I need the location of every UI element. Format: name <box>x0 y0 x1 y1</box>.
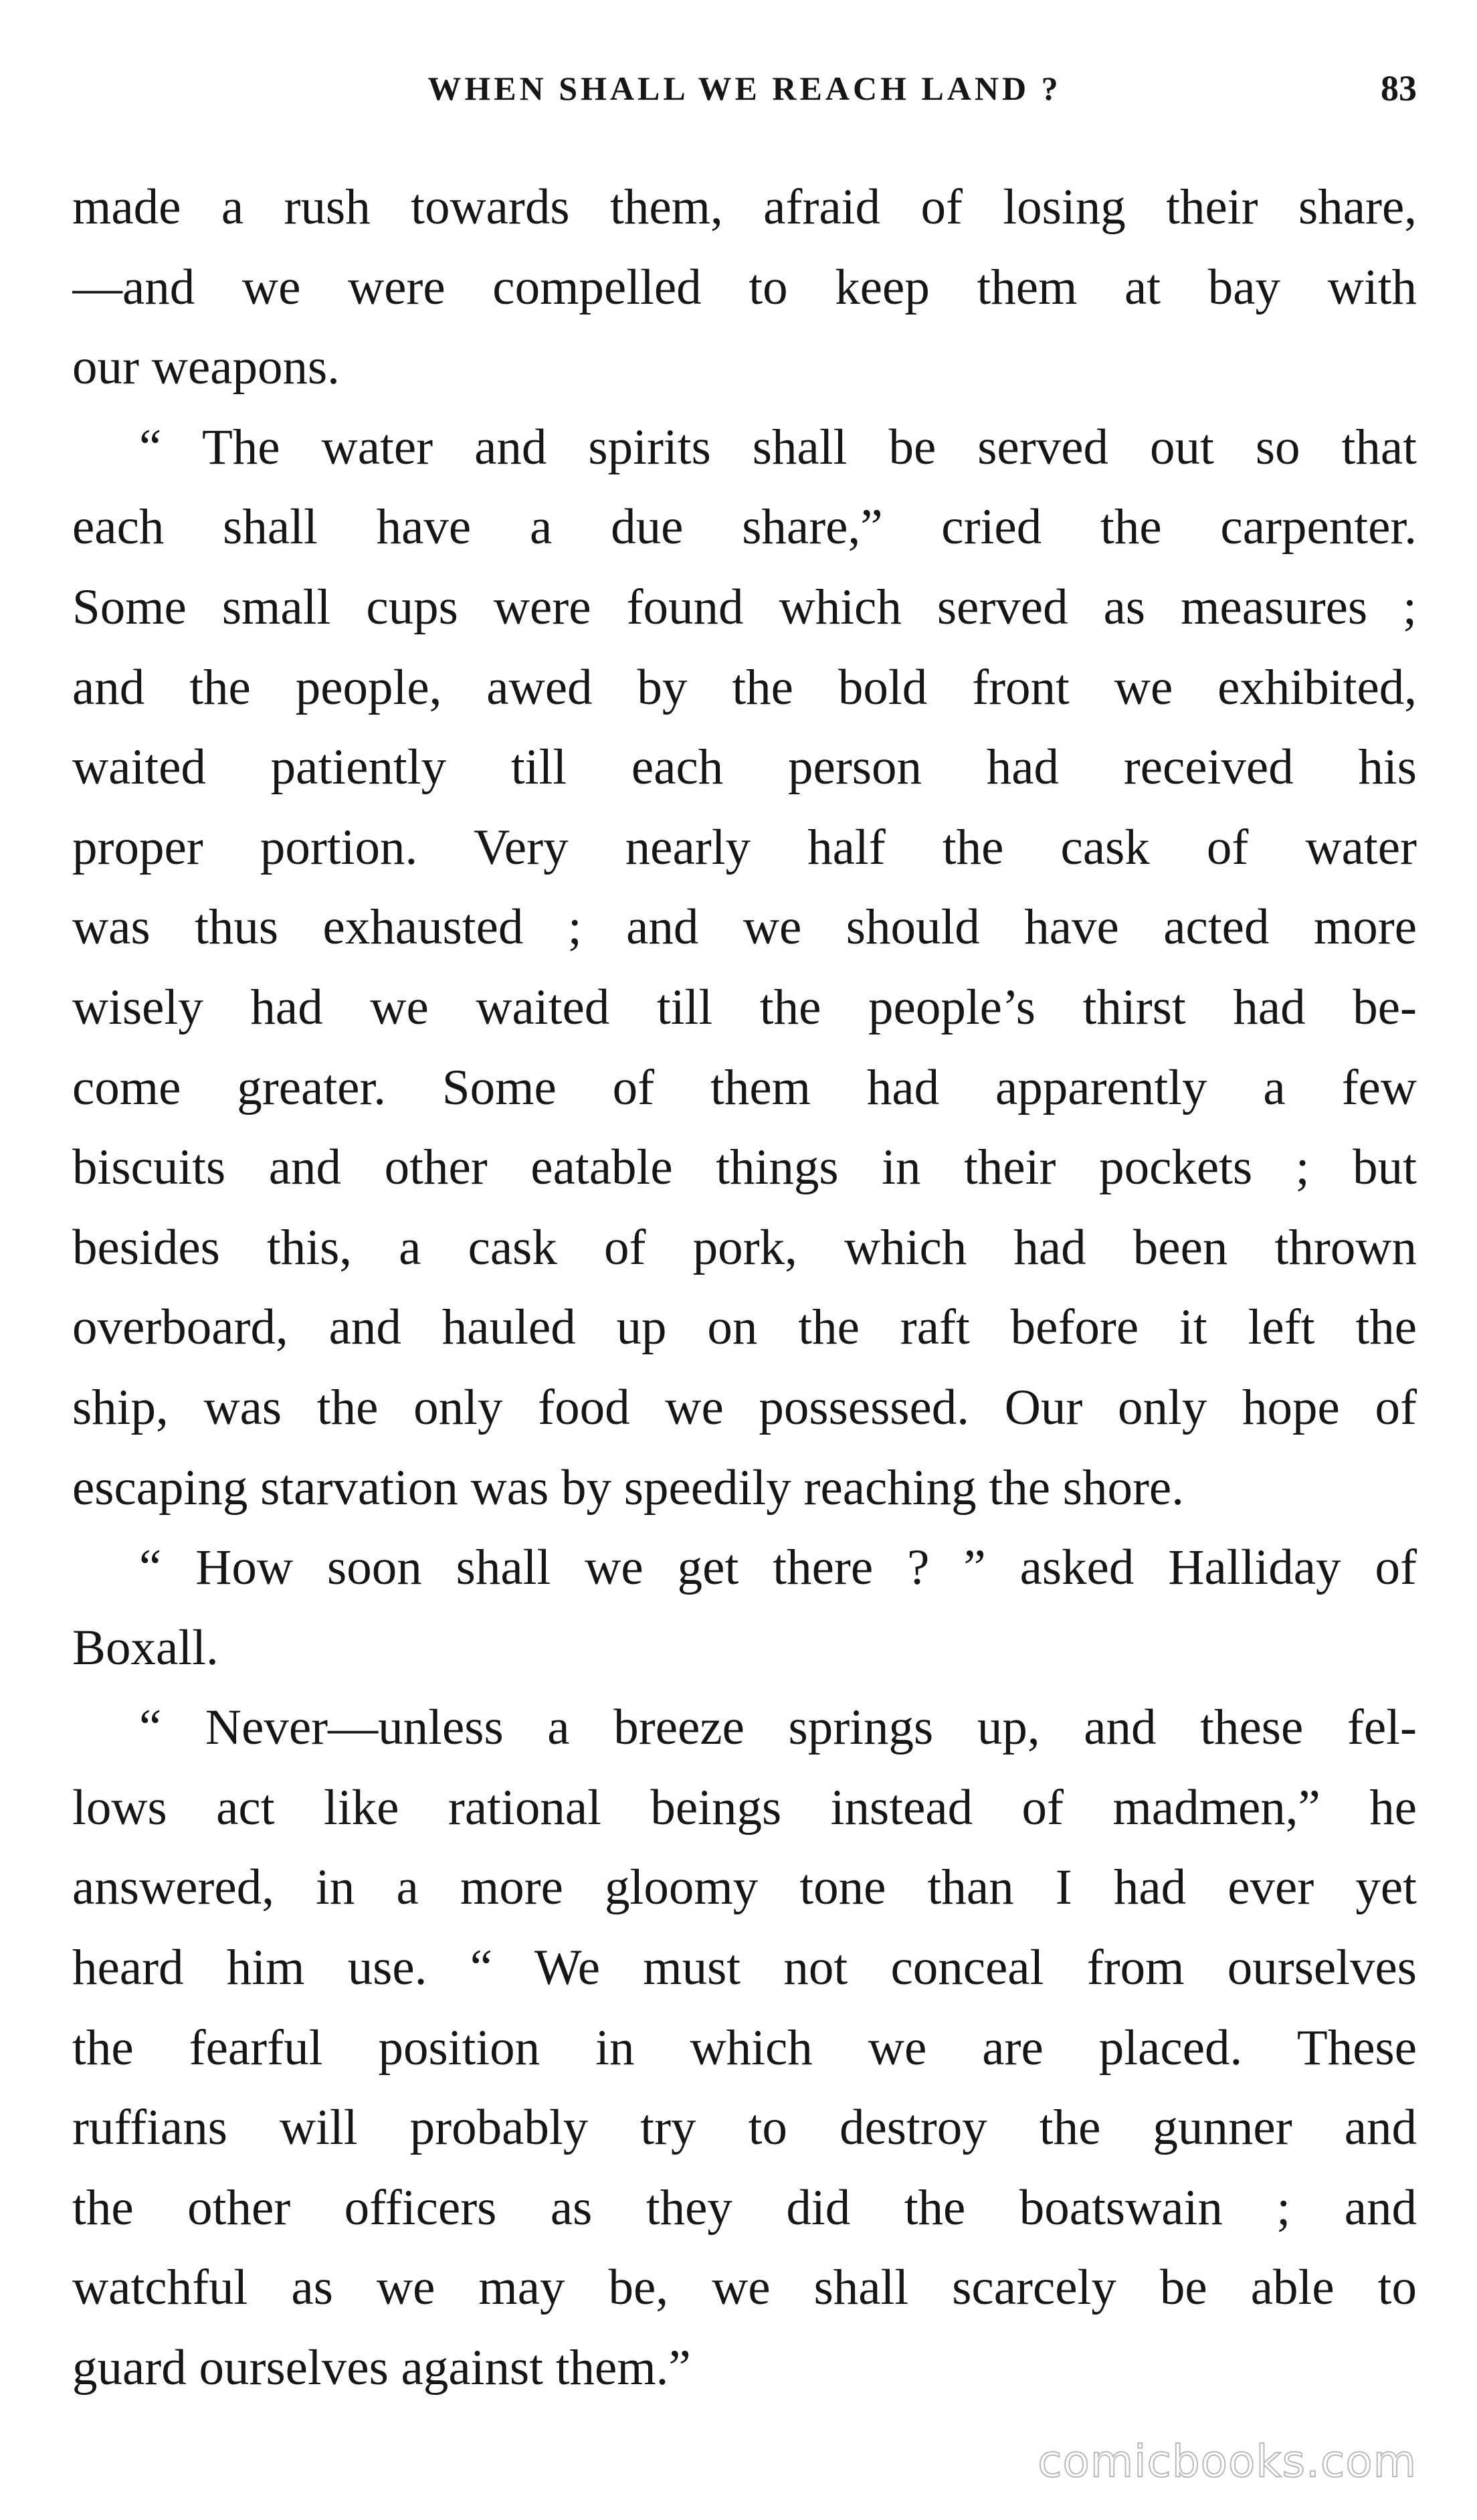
text-line: overboard, and hauled up on the raft before it left the <box>72 1299 1417 1356</box>
text-line: heard him use. “ We must not conceal from ourselves <box>72 1940 1417 1996</box>
text-line: lows act like rational beings instead of madmen,” he <box>72 1779 1417 1835</box>
text-line: ship, was the only food we possessed. Our only hope of <box>72 1379 1417 1435</box>
page-number: 83 <box>1381 68 1417 108</box>
text-line: escaping starvation was by speedily reaching the shore. <box>72 1459 1184 1516</box>
text-line: “ How soon shall we get there ? ” asked Halliday of <box>139 1540 1417 1596</box>
text-line: Some small cups were found which served as measures ; <box>72 579 1417 635</box>
page-header <box>72 62 1417 115</box>
text-line: our weapons. <box>72 339 340 395</box>
text-line: besides this, a cask of pork, which had been thrown <box>72 1219 1417 1275</box>
text-line: proper portion. Very nearly half the cask of water <box>72 819 1417 875</box>
text-line: wisely had we waited till the people’s thirst had be- <box>72 979 1417 1035</box>
text-line: Boxall. <box>72 1619 219 1676</box>
running-head: WHEN SHALL WE REACH LAND ? <box>427 70 1062 107</box>
body-text <box>72 167 1417 2408</box>
text-line: “ Never—unless a breeze springs up, and these fel- <box>139 1700 1417 1756</box>
text-line: biscuits and other eatable things in their pockets ; but <box>72 1140 1417 1196</box>
text-line: the fearful position in which we are placed. These <box>72 2019 1417 2076</box>
text-line: “ The water and spirits shall be served out so that <box>139 419 1417 475</box>
text-line: made a rush towards them, afraid of losing their share, <box>72 179 1417 235</box>
text-line: the other officers as they did the boatswain ; and <box>72 2179 1417 2236</box>
text-line: watchful as we may be, we shall scarcely be able to <box>72 2260 1417 2316</box>
text-line: —and we were compelled to keep them at bay with <box>72 259 1417 315</box>
text-line: each shall have a due share,” cried the carpenter. <box>72 499 1417 555</box>
text-line: was thus exhausted ; and we should have acted more <box>72 899 1417 956</box>
text-line: answered, in a more gloomy tone than I had ever yet <box>72 1860 1417 1916</box>
watermark: comicbooks.com <box>1038 2436 1417 2487</box>
text-line: ruffians will probably try to destroy the gunner and <box>72 2100 1417 2156</box>
text-line: waited patiently till each person had received his <box>72 739 1417 796</box>
text-line: and the people, awed by the bold front we exhibited, <box>72 659 1417 715</box>
text-line: guard ourselves against them.” <box>72 2340 691 2396</box>
text-line: come greater. Some of them had apparently a few <box>72 1059 1417 1115</box>
